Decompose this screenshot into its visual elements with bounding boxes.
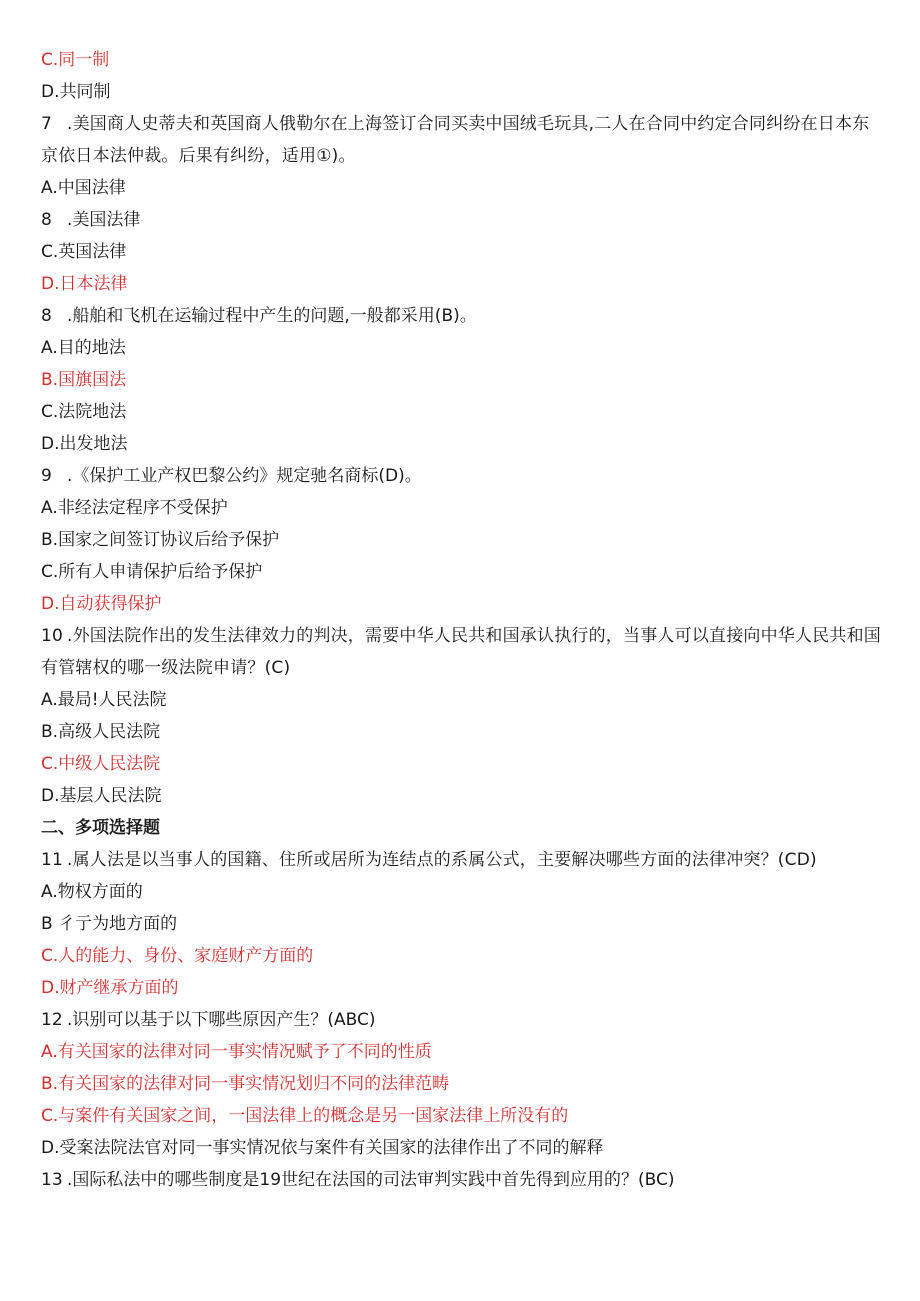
answer-option bbox=[41, 1132, 881, 1164]
line-text: C.英国法律 bbox=[41, 242, 127, 262]
line-text: D.基层人民法院 bbox=[41, 786, 162, 806]
answer-option bbox=[41, 236, 881, 268]
answer-option bbox=[41, 492, 881, 524]
answer-option bbox=[41, 172, 881, 204]
question-number: 11 bbox=[41, 850, 64, 870]
line-text: 二、多项选择题 bbox=[41, 818, 160, 838]
question-stem bbox=[41, 1164, 881, 1196]
line-text: D.出发地法 bbox=[41, 434, 128, 454]
answer-option bbox=[41, 556, 881, 588]
line-text: A.最局!人民法院 bbox=[41, 690, 167, 710]
answer-option bbox=[41, 332, 881, 364]
answer-option bbox=[41, 524, 881, 556]
line-text: D.财产继承方面的 bbox=[41, 978, 179, 998]
line-text: .识别可以基于以下哪些原因产生？(ABC) bbox=[67, 1010, 376, 1030]
answer-option bbox=[41, 1100, 881, 1132]
question-stem bbox=[41, 1004, 881, 1036]
line-text: .外国法院作出的发生法律效力的判决，需要中华人民共和国承认执行的，当事人可以直接向中华人民共和国有管辖权的哪一级法院申请？(C) bbox=[41, 626, 881, 678]
answer-option bbox=[41, 76, 881, 108]
answer-option bbox=[41, 972, 881, 1004]
answer-option bbox=[41, 908, 881, 940]
line-text: D.共同制 bbox=[41, 82, 111, 102]
answer-option bbox=[41, 716, 881, 748]
answer-option bbox=[41, 780, 881, 812]
answer-option bbox=[41, 1068, 881, 1100]
line-text: D.自动获得保护 bbox=[41, 594, 162, 614]
question-number: 9 bbox=[41, 466, 52, 486]
line-text: B.国旗国法 bbox=[41, 370, 127, 390]
answer-option bbox=[41, 364, 881, 396]
line-text: C.人的能力、身份、家庭财产方面的 bbox=[41, 946, 314, 966]
question-stem bbox=[41, 620, 881, 684]
question-stem bbox=[41, 300, 881, 332]
line-text: A.中国法律 bbox=[41, 178, 126, 198]
answer-option bbox=[41, 1036, 881, 1068]
answer-option bbox=[41, 428, 881, 460]
question-number: 7 bbox=[41, 114, 53, 134]
line-text: C.所有人申请保护后给予保护 bbox=[41, 562, 263, 582]
line-text: A.有关国家的法律对同一事实情况赋予了不同的性质 bbox=[41, 1042, 432, 1062]
line-text: A.目的地法 bbox=[41, 338, 126, 358]
answer-option bbox=[41, 748, 881, 780]
line-text: D.日本法律 bbox=[41, 274, 128, 294]
question-number: 8 bbox=[41, 306, 52, 326]
line-text: B.有关国家的法律对同一事实情况划归不同的法律范畴 bbox=[41, 1074, 450, 1094]
line-text: B 彳亍为地方面的 bbox=[41, 914, 178, 934]
line-text: .国际私法中的哪些制度是19世纪在法国的司法审判实践中首先得到应用的？(BC) bbox=[67, 1170, 675, 1190]
question-number: 8 bbox=[41, 210, 52, 230]
answer-option bbox=[41, 44, 881, 76]
section-heading bbox=[41, 812, 881, 844]
line-text: A.物权方面的 bbox=[41, 882, 143, 902]
line-text: C.与案件有关国家之间，一国法律上的概念是另一国家法律上所没有的 bbox=[41, 1106, 569, 1126]
line-text: .美国法律 bbox=[67, 210, 141, 230]
line-text: .美国商人史蒂夫和英国商人俄勒尔在上海签订合同买卖中国绒毛玩具,二人在合同中约定合同纠纷在日本东京依日本法仲裁。后果有纠纷，适用①)。 bbox=[41, 114, 870, 166]
question-stem bbox=[41, 108, 881, 172]
line-text: .属人法是以当事人的国籍、住所或居所为连结点的系属公式，主要解决哪些方面的法律冲突？(CD) bbox=[67, 850, 817, 870]
answer-option bbox=[41, 588, 881, 620]
document-page bbox=[41, 44, 881, 1196]
question-number: 13 bbox=[41, 1170, 63, 1190]
answer-option bbox=[41, 396, 881, 428]
question-number: 12 bbox=[41, 1010, 63, 1030]
line-text: C.中级人民法院 bbox=[41, 754, 161, 774]
line-text: A.非经法定程序不受保护 bbox=[41, 498, 228, 518]
line-text: D.受案法院法官对同一事实情况依与案件有关国家的法律作出了不同的解释 bbox=[41, 1138, 604, 1158]
answer-option bbox=[41, 268, 881, 300]
line-text: .《保护工业产权巴黎公约》规定驰名商标(D)。 bbox=[67, 466, 422, 486]
line-text: .船舶和飞机在运输过程中产生的问题,一般都采用(B)。 bbox=[67, 306, 477, 326]
question-stem bbox=[41, 460, 881, 492]
line-text: C.同一制 bbox=[41, 50, 110, 70]
question-number: 10 bbox=[41, 626, 64, 646]
line-text: B.高级人民法院 bbox=[41, 722, 161, 742]
answer-option bbox=[41, 876, 881, 908]
answer-option bbox=[41, 684, 881, 716]
question-stem bbox=[41, 844, 881, 876]
line-text: C.法院地法 bbox=[41, 402, 127, 422]
question-stem bbox=[41, 204, 881, 236]
answer-option bbox=[41, 940, 881, 972]
line-text: B.国家之间签订协议后给予保护 bbox=[41, 530, 280, 550]
